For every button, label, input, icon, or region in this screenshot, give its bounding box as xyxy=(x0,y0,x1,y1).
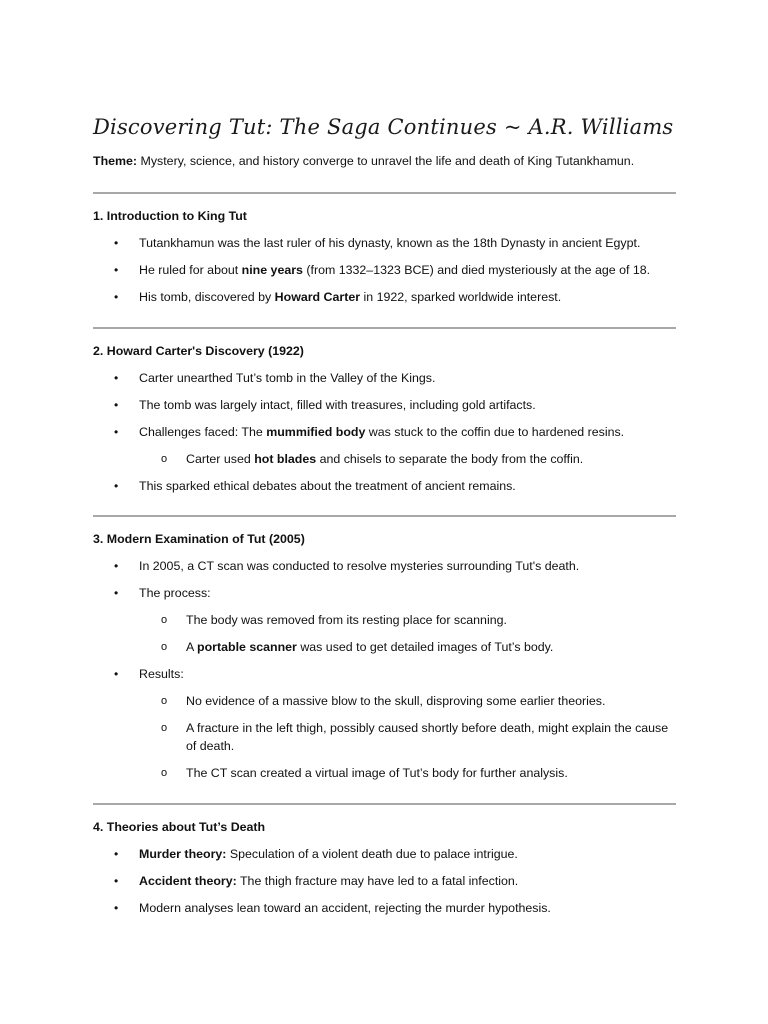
bullet-list xyxy=(93,557,676,782)
list-item xyxy=(93,899,676,917)
item-text: No evidence of a massive blow to the skull, disproving some earlier theories. xyxy=(186,694,606,708)
section-divider xyxy=(93,192,676,194)
sub-list-item xyxy=(139,638,676,656)
bullet-dot: • xyxy=(114,586,119,600)
item-text: and chisels to separate the body from the coffin. xyxy=(316,452,584,466)
item-bold-text: mummified body xyxy=(266,425,366,439)
item-text: The tomb was largely intact, filled with treasures, including gold artifacts. xyxy=(139,398,536,412)
bullet-dot: • xyxy=(114,425,119,439)
item-bold-text: nine years xyxy=(241,263,303,277)
bullet-list xyxy=(93,369,676,495)
bullet-circle: o xyxy=(161,767,168,779)
item-text: In 2005, a CT scan was conducted to resolve mysteries surrounding Tut's death. xyxy=(139,559,580,573)
item-bold-text: portable scanner xyxy=(197,640,297,654)
bullet-dot: • xyxy=(114,901,119,915)
document-page xyxy=(93,112,676,917)
section-heading: 3. Modern Examination of Tut (2005) xyxy=(93,532,305,546)
item-text: A fracture in the left thigh, possibly caused shortly before death, might explain the cause of death. xyxy=(186,721,669,753)
bullet-dot: • xyxy=(114,559,119,573)
item-text: His tomb, discovered by xyxy=(139,290,275,304)
item-text: He ruled for about xyxy=(139,263,242,277)
list-item xyxy=(93,396,676,414)
bullet-dot: • xyxy=(114,667,119,681)
item-bold-text: hot blades xyxy=(254,452,317,466)
list-item xyxy=(93,261,676,279)
section-heading: 1. Introduction to King Tut xyxy=(93,209,247,223)
sub-bullet-list xyxy=(139,611,676,656)
item-text: The CT scan created a virtual image of Tut’s body for further analysis. xyxy=(186,766,568,780)
item-text: The body was removed from its resting place for scanning. xyxy=(186,613,507,627)
item-text: (from 1332–1323 BCE) and died mysteriously at the age of 18. xyxy=(302,263,651,277)
item-text: Challenges faced: The xyxy=(139,425,267,439)
bullet-circle: o xyxy=(161,453,168,465)
item-text: The process: xyxy=(139,586,211,600)
list-item xyxy=(93,234,676,252)
list-item xyxy=(93,288,676,306)
bullet-list xyxy=(93,845,676,917)
sub-bullet-list xyxy=(139,692,676,782)
item-text: This sparked ethical debates about the treatment of ancient remains. xyxy=(139,479,516,493)
section-2 xyxy=(93,342,676,495)
bullet-dot: • xyxy=(114,290,119,304)
section-divider xyxy=(93,803,676,805)
list-item xyxy=(93,872,676,890)
bullet-dot: • xyxy=(114,847,119,861)
sub-list-item xyxy=(139,719,676,755)
bullet-circle: o xyxy=(161,641,168,653)
bullet-dot: • xyxy=(114,236,119,250)
section-3 xyxy=(93,530,676,782)
section-divider xyxy=(93,327,676,329)
sub-list-item xyxy=(139,450,676,468)
bullet-dot: • xyxy=(114,479,119,493)
sub-list-item xyxy=(139,611,676,629)
item-bold-text: Accident theory: xyxy=(139,874,237,888)
theme-label: Theme: xyxy=(93,154,138,168)
list-item xyxy=(93,423,676,468)
bullet-circle: o xyxy=(161,695,168,707)
item-text: was stuck to the coffin due to hardened resins. xyxy=(365,425,625,439)
bullet-dot: • xyxy=(114,263,119,277)
item-text: Carter unearthed Tut’s tomb in the Valley of the Kings. xyxy=(139,371,436,385)
theme-text: Mystery, science, and history converge to unravel the life and death of King Tutankhamun. xyxy=(137,154,635,168)
item-text: Results: xyxy=(139,667,184,681)
item-text: was used to get detailed images of Tut’s body. xyxy=(296,640,554,654)
bullet-dot: • xyxy=(114,398,119,412)
bullet-circle: o xyxy=(161,614,168,626)
list-item xyxy=(93,845,676,863)
bullet-dot: • xyxy=(114,874,119,888)
item-text: A xyxy=(186,640,198,654)
bullet-circle: o xyxy=(161,722,168,734)
theme-line xyxy=(93,152,676,170)
item-text: Tutankhamun was the last ruler of his dynasty, known as the 18th Dynasty in ancient Egypt. xyxy=(139,236,641,250)
item-bold-text: Howard Carter xyxy=(274,290,361,304)
section-4 xyxy=(93,818,676,917)
list-item xyxy=(93,665,676,782)
list-item xyxy=(93,584,676,656)
list-item xyxy=(93,369,676,387)
document-title: Discovering Tut: The Saga Continues ~ A.R. Williams xyxy=(93,115,674,139)
section-heading: 4. Theories about Tut’s Death xyxy=(93,820,266,834)
bullet-dot: • xyxy=(114,371,119,385)
sub-list-item xyxy=(139,692,676,710)
bullet-list xyxy=(93,234,676,306)
list-item xyxy=(93,477,676,495)
section-divider xyxy=(93,515,676,517)
item-text: Modern analyses lean toward an accident, rejecting the murder hypothesis. xyxy=(139,901,551,915)
section-1 xyxy=(93,207,676,306)
sub-bullet-list xyxy=(139,450,676,468)
item-text: in 1922, sparked worldwide interest. xyxy=(360,290,562,304)
item-text: Speculation of a violent death due to palace intrigue. xyxy=(226,847,518,861)
item-text: The thigh fracture may have led to a fatal infection. xyxy=(236,874,519,888)
section-heading: 2. Howard Carter's Discovery (1922) xyxy=(93,344,304,358)
item-bold-text: Murder theory: xyxy=(139,847,227,861)
item-text: Carter used xyxy=(186,452,255,466)
sub-list-item xyxy=(139,764,676,782)
list-item xyxy=(93,557,676,575)
